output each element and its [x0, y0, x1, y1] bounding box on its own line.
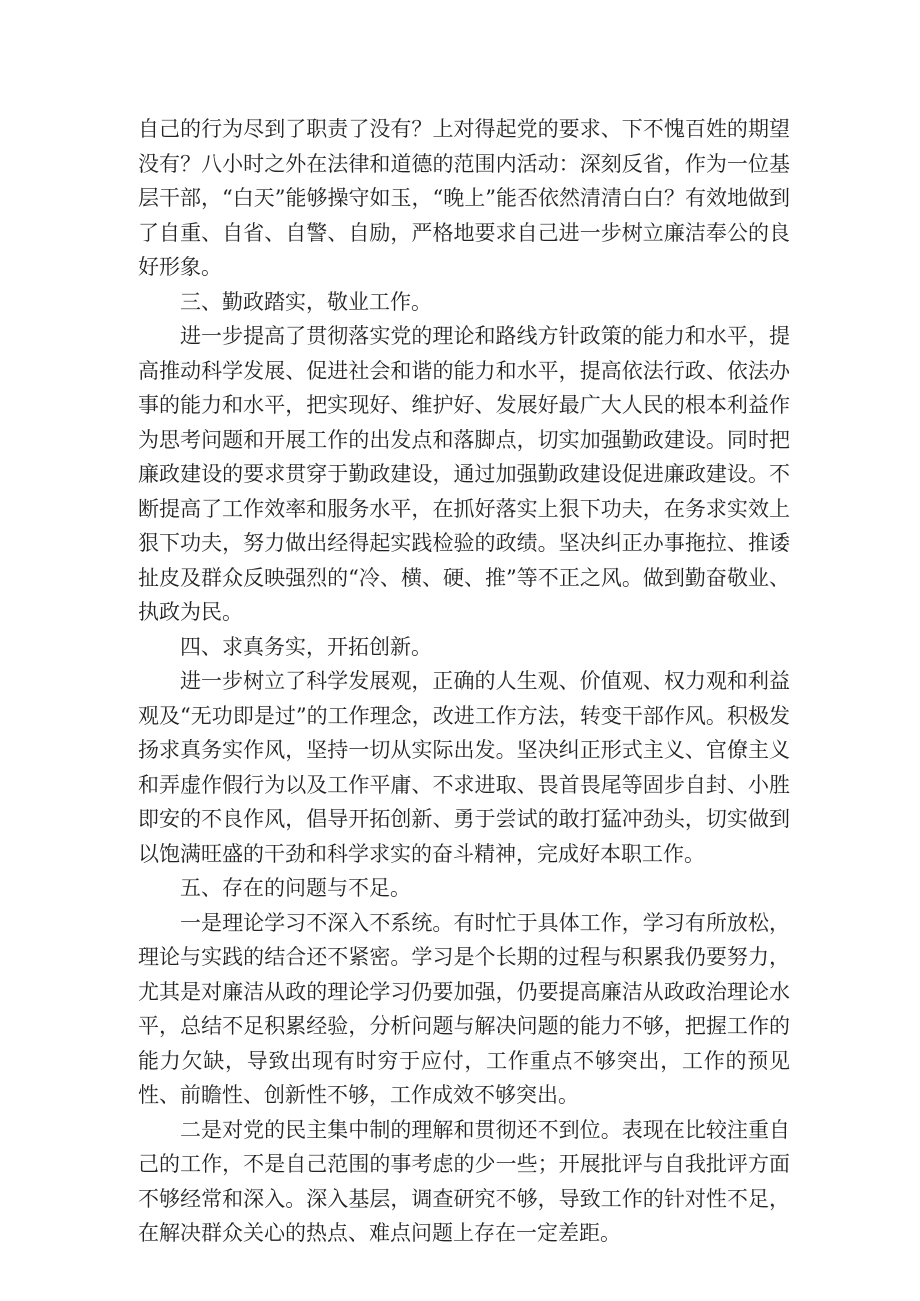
paragraph-diligence: 进一步提高了贯彻落实党的理论和路线方针政策的能力和水平，提高推动科学发展、促进社会和谐的能力和水平，提高依法行政、依法办事的能力和水平，把实现好、维护好、发展好最广大人民的根本利益作为思考问题和开展工作的出发点和落脚点，切实加强勤政建设。同时把廉政建设的要求贯穿于勤政建设，通过加强勤政建设促进廉政建设。不断提高了工作效率和服务水平，在抓好落实上狠下功夫，在务求实效上狠下功夫，努力做出经得起实践检验的政绩。坚决纠正办事拖拉、推诿扯皮及群众反映强烈的“冷、横、硬、推”等不正之风。做到勤奋敬业、执政为民。: [138, 324, 790, 624]
section-heading-innovation: 四、求真务实，开拓创新。: [180, 634, 432, 659]
paragraph-continued: 自己的行为尽到了职责了没有？上对得起党的要求、下不愧百姓的期望没有？八小时之外在法律和道德的范围内活动：深刻反省，作为一位基层干部，“白天”能够操守如玉，“晚上”能否依然清清白白？有效地做到了自重、自省、自警、自励，严格地要求自己进一步树立廉洁奉公的良好形象。: [138, 117, 790, 279]
paragraph-problem-two: 二是对党的民主集中制的理解和贯彻还不到位。表现在比较注重自己的工作，不是自己范围的事考虑的少一些；开展批评与自我批评方面不够经常和深入。深入基层，调查研究不够，导致工作的针对性不足，在解决群众关心的热点、难点问题上存在一定差距。: [138, 1117, 790, 1245]
section-heading-problems: 五、存在的问题与不足。: [180, 876, 411, 900]
paragraph-problem-one: 一是理论学习不深入不系统。有时忙于具体工作，学习有所放松，理论与实践的结合还不紧密。学习是个长期的过程与积累我仍要努力，尤其是对廉洁从政的理论学习仍要加强，仍要提高廉洁从政政治理论水平，总结不足积累经验，分析问题与解决问题的能力不够，把握工作的能力欠缺，导致出现有时穷于应付，工作重点不够突出，工作的预见性、前瞻性、创新性不够，工作成效不够突出。: [138, 910, 790, 1107]
section-heading-diligence: 三、勤政踏实，敬业工作。: [180, 289, 432, 314]
document-body: [138, 112, 790, 1251]
paragraph-innovation: 进一步树立了科学发展观，正确的人生观、价值观、权力观和利益观及“无功即是过”的工作理念，改进工作方法，转变干部作风。积极发扬求真务实作风，坚持一切从实际出发。坚决纠正形式主义、官僚主义和弄虚作假行为以及工作平庸、不求进取、畏首畏尾等固步自封、小胜即安的不良作风，倡导开拓创新、勇于尝试的敢打猛冲劲头，切实做到以饱满旺盛的干劲和科学求实的奋斗精神，完成好本职工作。: [138, 669, 790, 866]
